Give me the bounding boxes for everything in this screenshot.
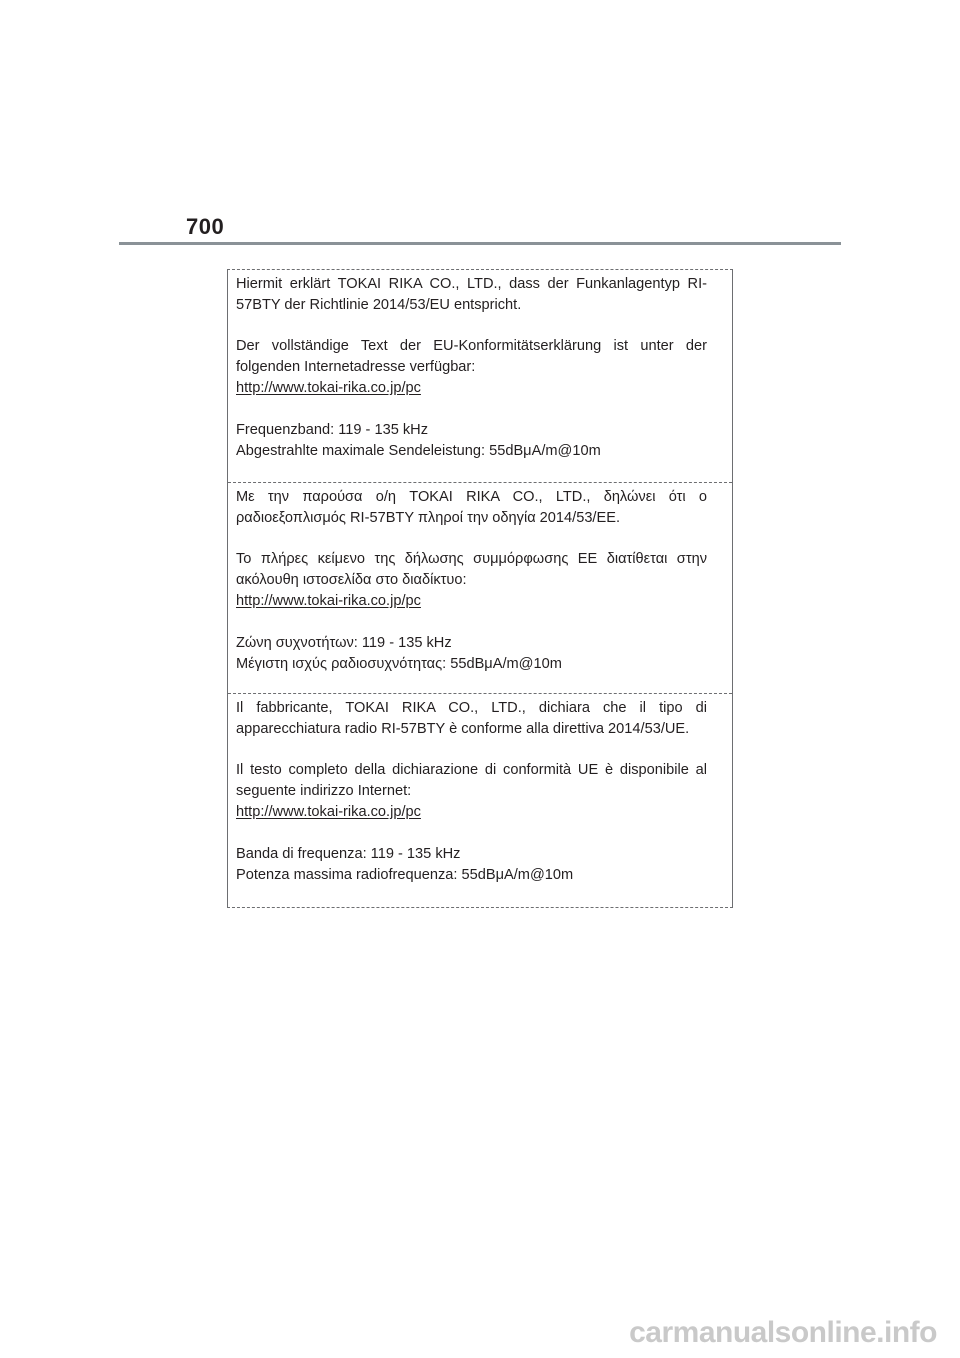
- frequency-band-text: Banda di frequenza: 119 - 135 kHz: [236, 846, 461, 862]
- declaration-url-link[interactable]: http://www.tokai-rika.co.jp/pc: [236, 804, 421, 820]
- declaration-url-link[interactable]: http://www.tokai-rika.co.jp/pc: [236, 593, 421, 609]
- declaration-url-link[interactable]: http://www.tokai-rika.co.jp/pc: [236, 380, 421, 396]
- declaration-text: Hiermit erklärt TOKAI RIKA CO., LTD., dass der Funkanlagentyp RI-57BTY der Richtlinie 2014/53/EU entspricht.: [236, 276, 707, 313]
- max-power-text: Potenza massima radiofrequenza: 55dBμA/m@10m: [236, 867, 574, 883]
- availability-text: Το πλήρες κείμενο της δήλωσης συμμόρφωσης ΕΕ διατίθεται στην ακόλουθη ιστοσελίδα στο διαδίκτυο:: [236, 551, 707, 588]
- frequency-band-text: Frequenzband: 119 - 135 kHz: [236, 422, 428, 438]
- declaration-section-greek: [228, 482, 732, 693]
- max-power-text: Μέγιστη ισχύς ραδιοσυχνότητας: 55dBμA/m@10m: [236, 656, 562, 672]
- max-power-text: Abgestrahlte maximale Sendeleistung: 55dBμA/m@10m: [236, 443, 601, 459]
- frequency-band-text: Ζώνη συχνοτήτων: 119 - 135 kHz: [236, 635, 452, 651]
- header-rule: [119, 242, 841, 245]
- declaration-text: Με την παρούσα ο/η TOKAI RIKA CO., LTD., δηλώνει ότι ο ραδιοεξοπλισμός RI-57BTY πληροί την οδηγία 2014/53/ΕΕ.: [236, 489, 707, 526]
- availability-text: Il testo completo della dichiarazione di conformità UE è disponibile al seguente indirizzo Internet:: [236, 762, 707, 799]
- declaration-box: [227, 269, 733, 908]
- declaration-section-german: [228, 270, 732, 482]
- site-watermark: carmanualsonline.info: [629, 1316, 937, 1349]
- page-number: 700: [186, 214, 225, 239]
- declaration-section-italian: [228, 693, 732, 907]
- availability-text: Der vollständige Text der EU-Konformitätserklärung ist unter der folgenden Internetadresse verfügbar:: [236, 338, 707, 375]
- declaration-text: Il fabbricante, TOKAI RIKA CO., LTD., dichiara che il tipo di apparecchiatura radio RI-57BTY è conforme alla direttiva 2014/53/UE.: [236, 700, 707, 737]
